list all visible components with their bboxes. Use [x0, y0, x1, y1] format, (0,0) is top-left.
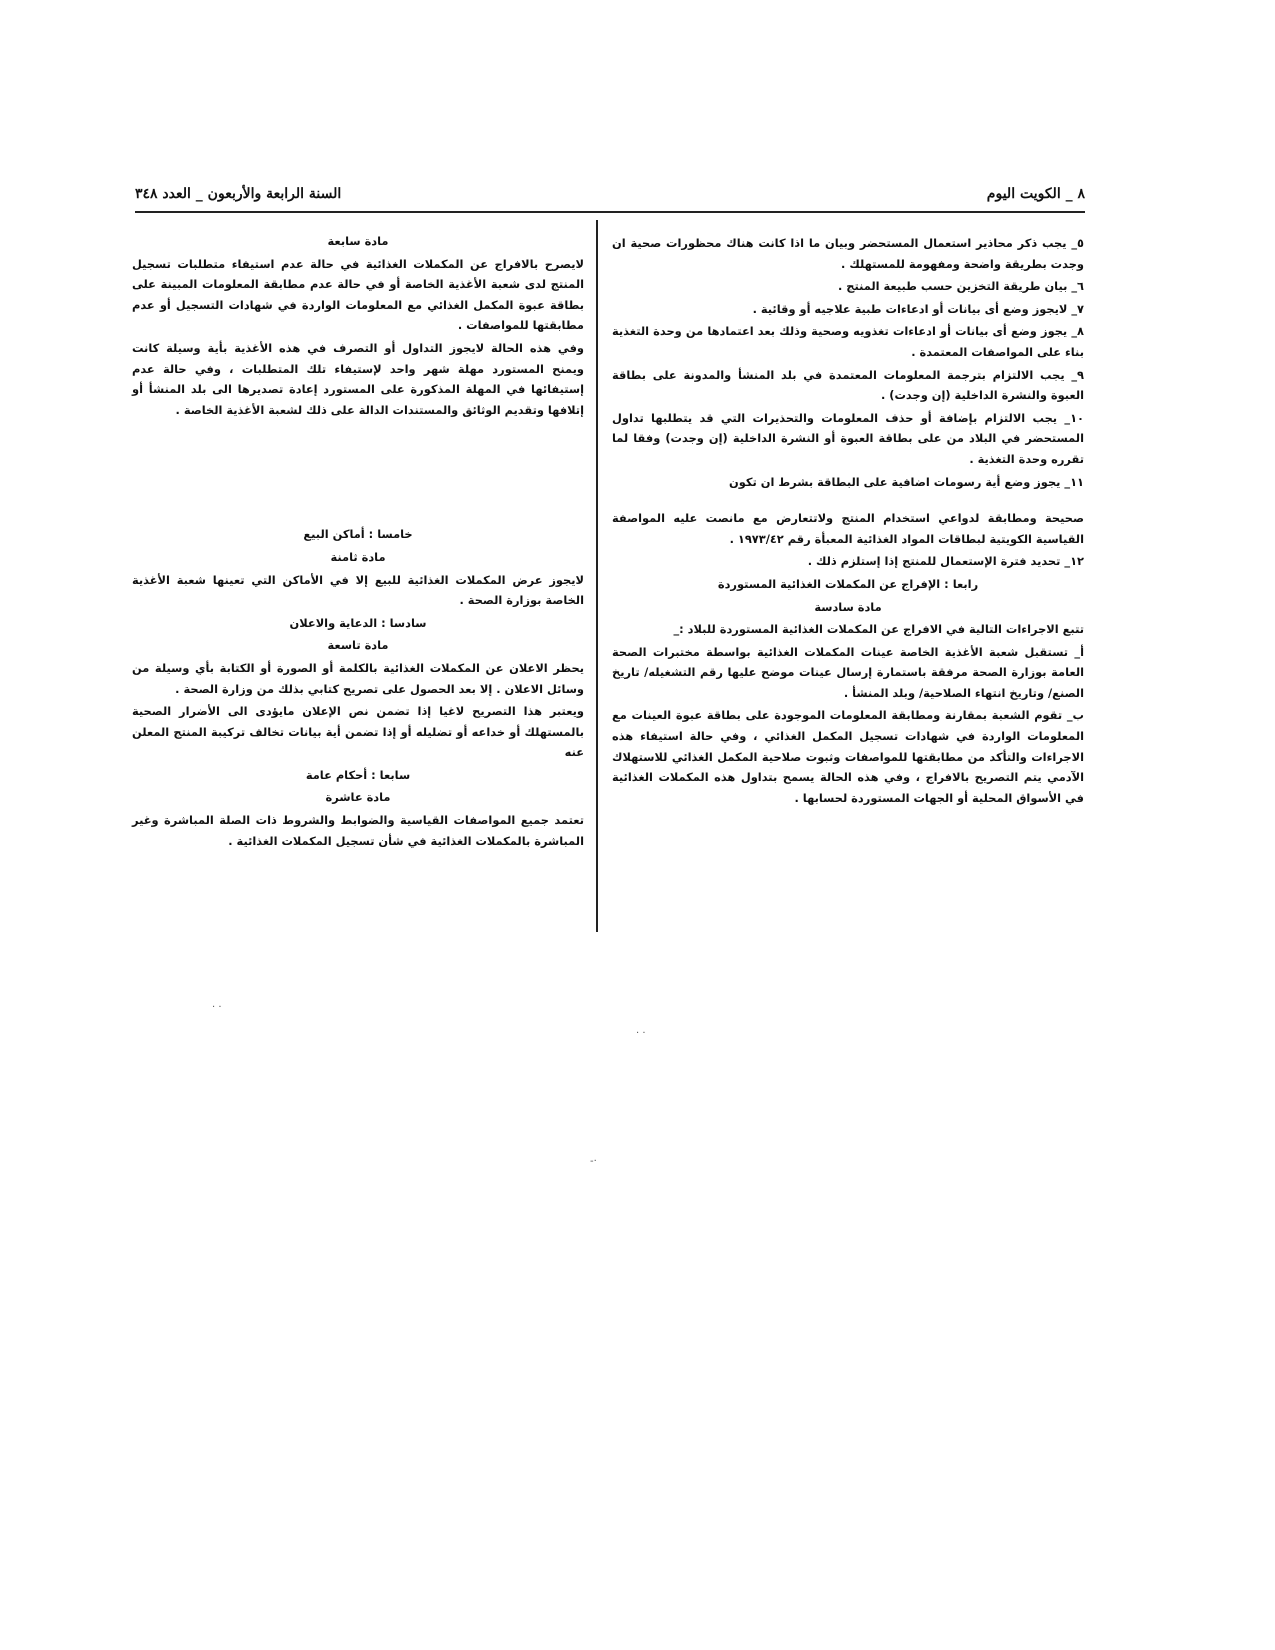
section-seven-title: سابعا : أحكام عامة	[305, 767, 411, 782]
page-reference: ٨ _ الكويت اليوم	[986, 186, 1085, 202]
clause-11-continued: صحيحة ومطابقة لدواعي استخدام المنتج ولاتتعارض مع مانصت عليه المواصفة القياسية الكويتية لبطاقات المواد الغذائية المعبأة رقم ١٩٧٣/٤٢ .	[612, 511, 1084, 546]
article-nine-title: مادة تاسعة	[327, 638, 389, 653]
article-seven-para-1: لايصرح بالافراج عن المكملات الغذائية في حالة عدم استيفاء متطلبات تسجيل المنتج لدى شعبة الأغذية الخاصة أو في حالة عدم مطابقة المعلومات المبينة على بطاقة عبوة المكمل الغذائي مع المعلومات الواردة في شهادات التسجيل أو عدم مطابقتها للمواصفات .	[132, 256, 584, 333]
clause-12: ١٢_ تحديد فترة الإستعمال للمنتج إذا إستلزم ذلك .	[807, 554, 1084, 569]
article-ten-text: تعتمد جميع المواصفات القياسية والضوابط والشروط ذات الصلة المباشرة وغير المباشرة بالمكملات الغذائية في شأن تسجيل المكملات الغذائية .	[132, 813, 584, 848]
article-six-item-b: ب_ تقوم الشعبة بمقارنة ومطابقة المعلومات الموجودة على بطاقة عبوة العينات مع المعلومات الواردة في شهادات تسجيل المكمل الغذائي ، وفي حالة استيفاء هذه الاجراءات والتأكد من مطابقتها للمواصفات وثبوت صلاحية المكمل الغذائي للاستهلاك الآدمي يتم التصريح بالافراج ، وفي هذه الحالة يسمح بتداول هذه المكملات الغذائية في الأسواق المحلية أو الجهات المستوردة لحسابها .	[612, 708, 1084, 805]
article-eight-text: لايجوز عرض المكملات الغذائية للبيع إلا في الأماكن التي تعينها شعبة الأغذية الخاصة بوزارة الصحة .	[132, 572, 584, 608]
article-seven-para-2: وفي هذه الحالة لايجوز التداول أو التصرف في هذه الأغذية بأية وسيلة كانت ويمنح المستورد مهلة شهر واحد لإستيفاء تلك المتطلبات ، وفي حالة عدم إستيفائها في المهلة المذكورة على المستورد إعادة تصديرها الى بلد المنشأ أو إتلافها وتقديم الوثائق والمستندات الدالة على ذلك لشعبة الأغذية الخاصة .	[132, 340, 584, 417]
section-five-title: خامسا : أماكن البيع	[303, 527, 413, 542]
clause-9: ٩_ يجب الالتزام بترجمة المعلومات المعتمدة في بلد المنشأ والمدونة على بطاقة العبوة والنشرة الداخلية (إن وجدت) .	[612, 367, 1084, 403]
article-six-item-a: أ_ تستقبل شعبة الأغذية الخاصة عينات المكملات الغذائية بواسطة مختبرات الصحة العامة بوزارة الصحة مرفقة باستمارة إرسال عينات موضح عليها رقم التشغيله/ تاريخ الصنع/ وتاريخ انتهاء الصلاحية/ وبلد المنشأ .	[612, 644, 1084, 700]
section-six-title: سادسا : الدعاية والاعلان	[289, 615, 427, 630]
scan-speck: · ·	[636, 1028, 646, 1039]
scan-speck: -·	[590, 1156, 597, 1167]
page-header	[135, 184, 1085, 208]
scan-speck: · ·	[212, 1002, 222, 1013]
article-nine-para-1: يحظر الاعلان عن المكملات الغذائية بالكلمة أو الصورة أو الكتابة بأي وسيلة من وسائل الاعلان . إلا بعد الحصول على تصريح كتابي بذلك من وزارة الصحة .	[132, 660, 584, 696]
left-column	[132, 229, 584, 853]
issue-number: السنة الرابعة والأربعون _ العدد ٣٤٨	[135, 186, 342, 202]
clause-10: ١٠_ يجب الالتزام بإضافة أو حذف المعلومات والتحذيرات التي قد يتطلبها تداول المستحضر في البلاد من على بطاقة العبوة أو النشرة الداخلية (إن وجدت) وفقا لما تقرره وحدة التغذية .	[612, 410, 1084, 466]
article-nine-para-2: ويعتبر هذا التصريح لاغيا إذا تضمن نص الإعلان مايؤدى الى الأضرار الصحية بالمستهلك أو خداعه أو تضليله أو إذا تضمن أية بيانات تخالف تركيبة المنتج المعلن عنه	[132, 704, 584, 760]
article-eight-title: مادة ثامنة	[330, 549, 386, 564]
right-column	[612, 233, 1084, 810]
article-ten-title: مادة عاشرة	[325, 790, 391, 805]
header-rule	[135, 211, 1085, 213]
column-divider	[596, 220, 598, 932]
clause-5: ٥_ يجب ذكر محاذير استعمال المستحضر وبيان ما اذا كانت هناك محظورات صحية ان وجدت بطريقة واضحة ومفهومة للمستهلك .	[612, 236, 1084, 271]
article-six-intro: تتبع الاجراءات التالية في الافراج عن المكملات الغذائية المستوردة للبلاد :_	[673, 622, 1084, 637]
clause-7: ٧_ لايجوز وضع أى بيانات أو ادعاءات طبية علاجيه أو وقائية .	[752, 301, 1084, 316]
section-four-title: رابعا : الإفراج عن المكملات الغذائية المستوردة	[717, 576, 979, 591]
clause-11: ١١_ يجوز وضع أية رسومات اضافية على البطاقة بشرط ان تكون	[729, 474, 1084, 489]
article-seven-title: مادة سابعة	[327, 234, 389, 248]
clause-6: ٦_ بيان طريقة التخزين حسب طبيعة المنتج .	[837, 279, 1084, 294]
clause-8: ٨_ يجوز وضع أى بيانات أو ادعاءات تغذويه وصحية وذلك بعد اعتمادها من وحدة التغذية بناء على المواصفات المعتمدة .	[612, 324, 1084, 359]
article-six-title: مادة سادسة	[814, 599, 882, 614]
